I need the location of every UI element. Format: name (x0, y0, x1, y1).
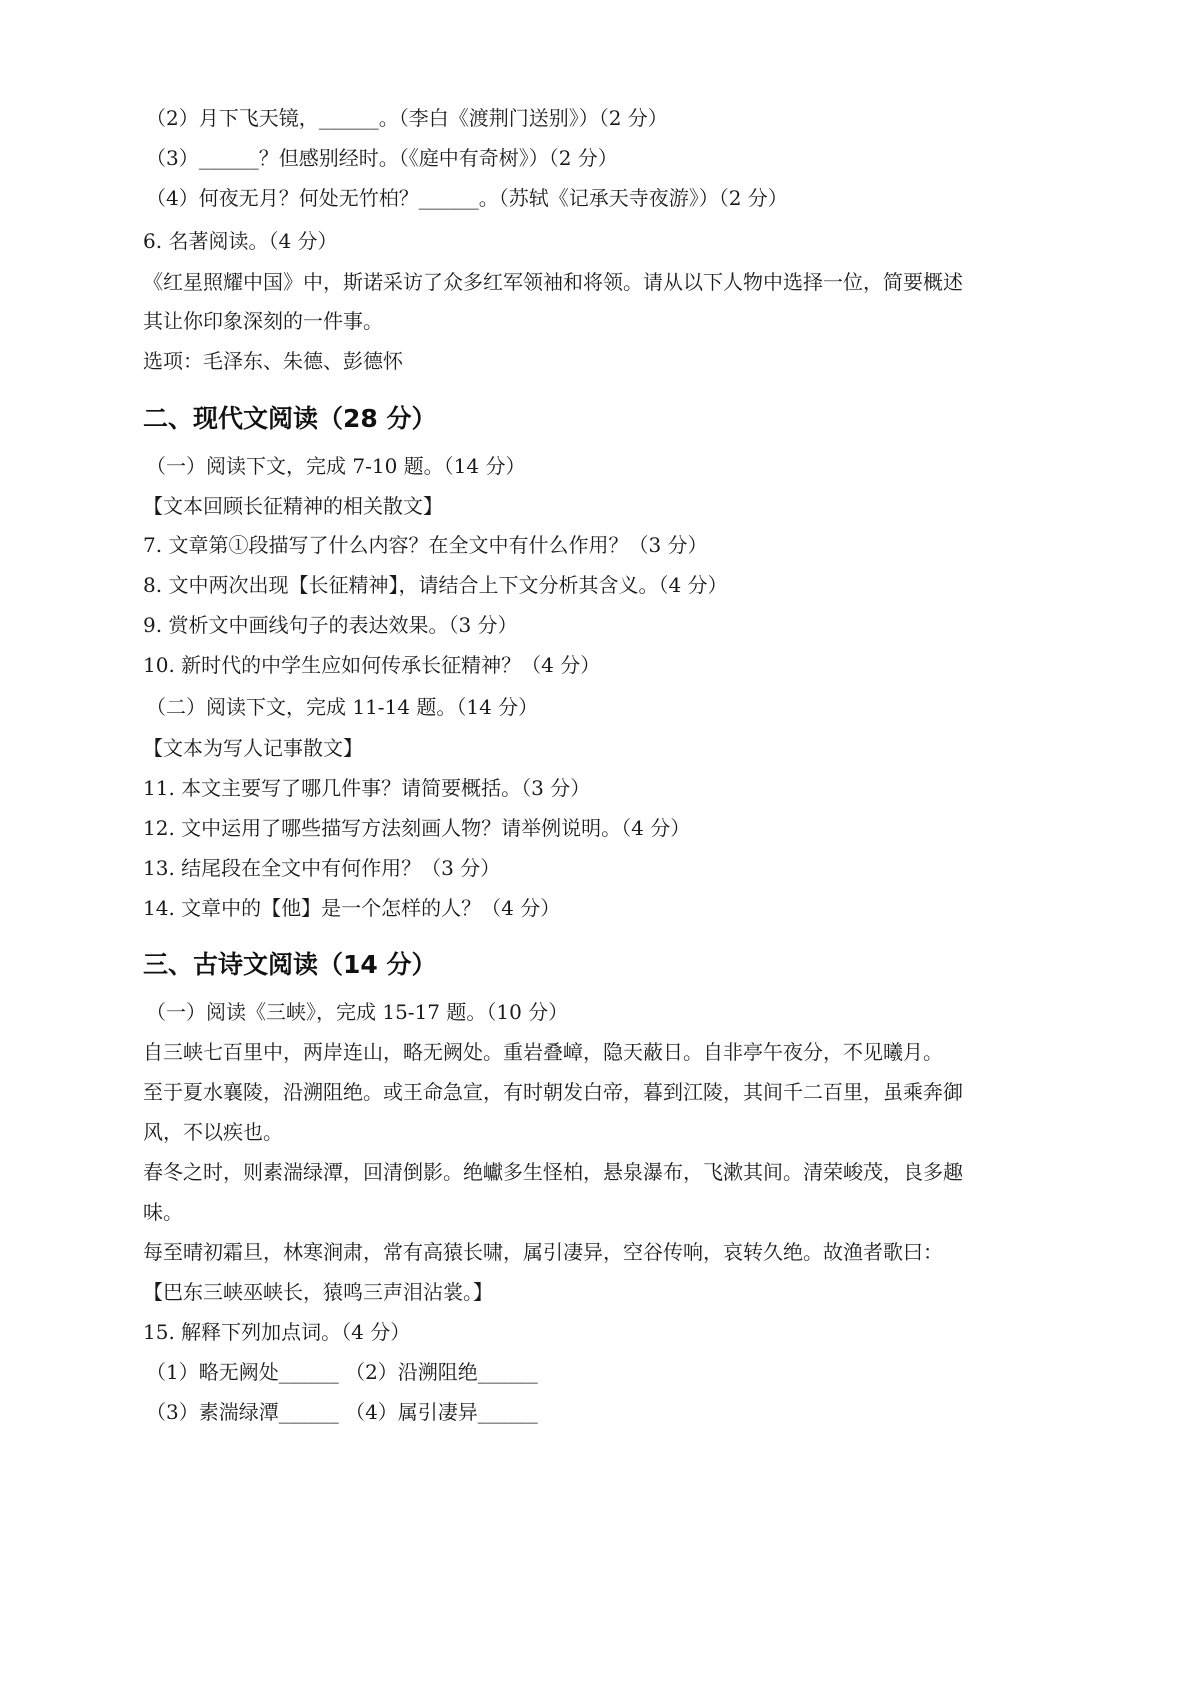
passage-line: 每至晴初霜旦，林寒涧肃，常有高猿长啸，属引凄异，空谷传响，哀转久绝。故渔者歌曰： (143, 1240, 943, 1264)
question-15-row: （3）素湍绿潭______ （4）属引凄异______ (146, 1400, 538, 1424)
section-2-heading: 二、现代文阅读（28 分） (143, 404, 437, 433)
question-12: 12. 文中运用了哪些描写方法刻画人物？请举例说明。（4 分） (143, 816, 691, 840)
passage-line: 【巴东三峡巫峡长，猿鸣三声泪沾裳。】 (143, 1280, 493, 1304)
fill-question-3: （3）______？但感别经时。（《庭中有奇树》）（2 分） (146, 146, 618, 170)
passage-line: 味。 (143, 1200, 183, 1224)
section-3-heading: 三、古诗文阅读（14 分） (143, 950, 437, 979)
part-2-text-note: 【文本为写人记事散文】 (143, 736, 363, 760)
question-15-title: 15. 解释下列加点词。（4 分） (143, 1320, 411, 1344)
question-11: 11. 本文主要写了哪几件事？请简要概括。（3 分） (143, 776, 591, 800)
question-8: 8. 文中两次出现【长征精神】，请结合上下文分析其含义。（4 分） (143, 573, 728, 597)
question-14: 14. 文章中的【他】是一个怎样的人？（4 分） (143, 896, 561, 920)
passage-line: 自三峡七百里中，两岸连山，略无阙处。重岩叠嶂，隐天蔽日。自非亭午夜分，不见曦月。 (143, 1040, 943, 1064)
question-10: 10. 新时代的中学生应如何传承长征精神？（4 分） (143, 653, 601, 677)
question-9: 9. 赏析文中画线句子的表达效果。（3 分） (143, 613, 518, 637)
question-7: 7. 文章第①段描写了什么内容？在全文中有什么作用？（3 分） (143, 533, 708, 557)
question-15-row: （1）略无阙处______ （2）沿溯阻绝______ (146, 1360, 538, 1384)
question-6-options: 选项：毛泽东、朱德、彭德怀 (143, 349, 403, 373)
passage-line: 春冬之时，则素湍绿潭，回清倒影。绝巘多生怪柏，悬泉瀑布，飞漱其间。清荣峻茂，良多趣 (143, 1160, 963, 1184)
part-2-intro: （二）阅读下文，完成 11-14 题。（14 分） (146, 695, 539, 719)
fill-question-2: （2）月下飞天镜，______。（李白《渡荆门送别》）（2 分） (146, 106, 668, 130)
question-6-body-line: 《红星照耀中国》中，斯诺采访了众多红军领袖和将领。请从以下人物中选择一位，简要概述 (143, 270, 963, 294)
part-1-text-note: 【文本回顾长征精神的相关散文】 (143, 494, 443, 518)
question-6-title: 6. 名著阅读。（4 分） (143, 229, 338, 253)
passage-line: 至于夏水襄陵，沿溯阻绝。或王命急宣，有时朝发白帝，暮到江陵，其间千二百里，虽乘奔御 (143, 1080, 963, 1104)
part-1-intro: （一）阅读下文，完成 7-10 题。（14 分） (146, 454, 526, 478)
fill-question-4: （4）何夜无月？何处无竹柏？______。（苏轼《记承天寺夜游》）（2 分） (146, 186, 788, 210)
section-3-intro: （一）阅读《三峡》，完成 15-17 题。（10 分） (146, 1000, 569, 1024)
question-13: 13. 结尾段在全文中有何作用？（3 分） (143, 856, 501, 880)
question-6-body-line: 其让你印象深刻的一件事。 (143, 309, 383, 333)
passage-line: 风，不以疾也。 (143, 1120, 283, 1144)
